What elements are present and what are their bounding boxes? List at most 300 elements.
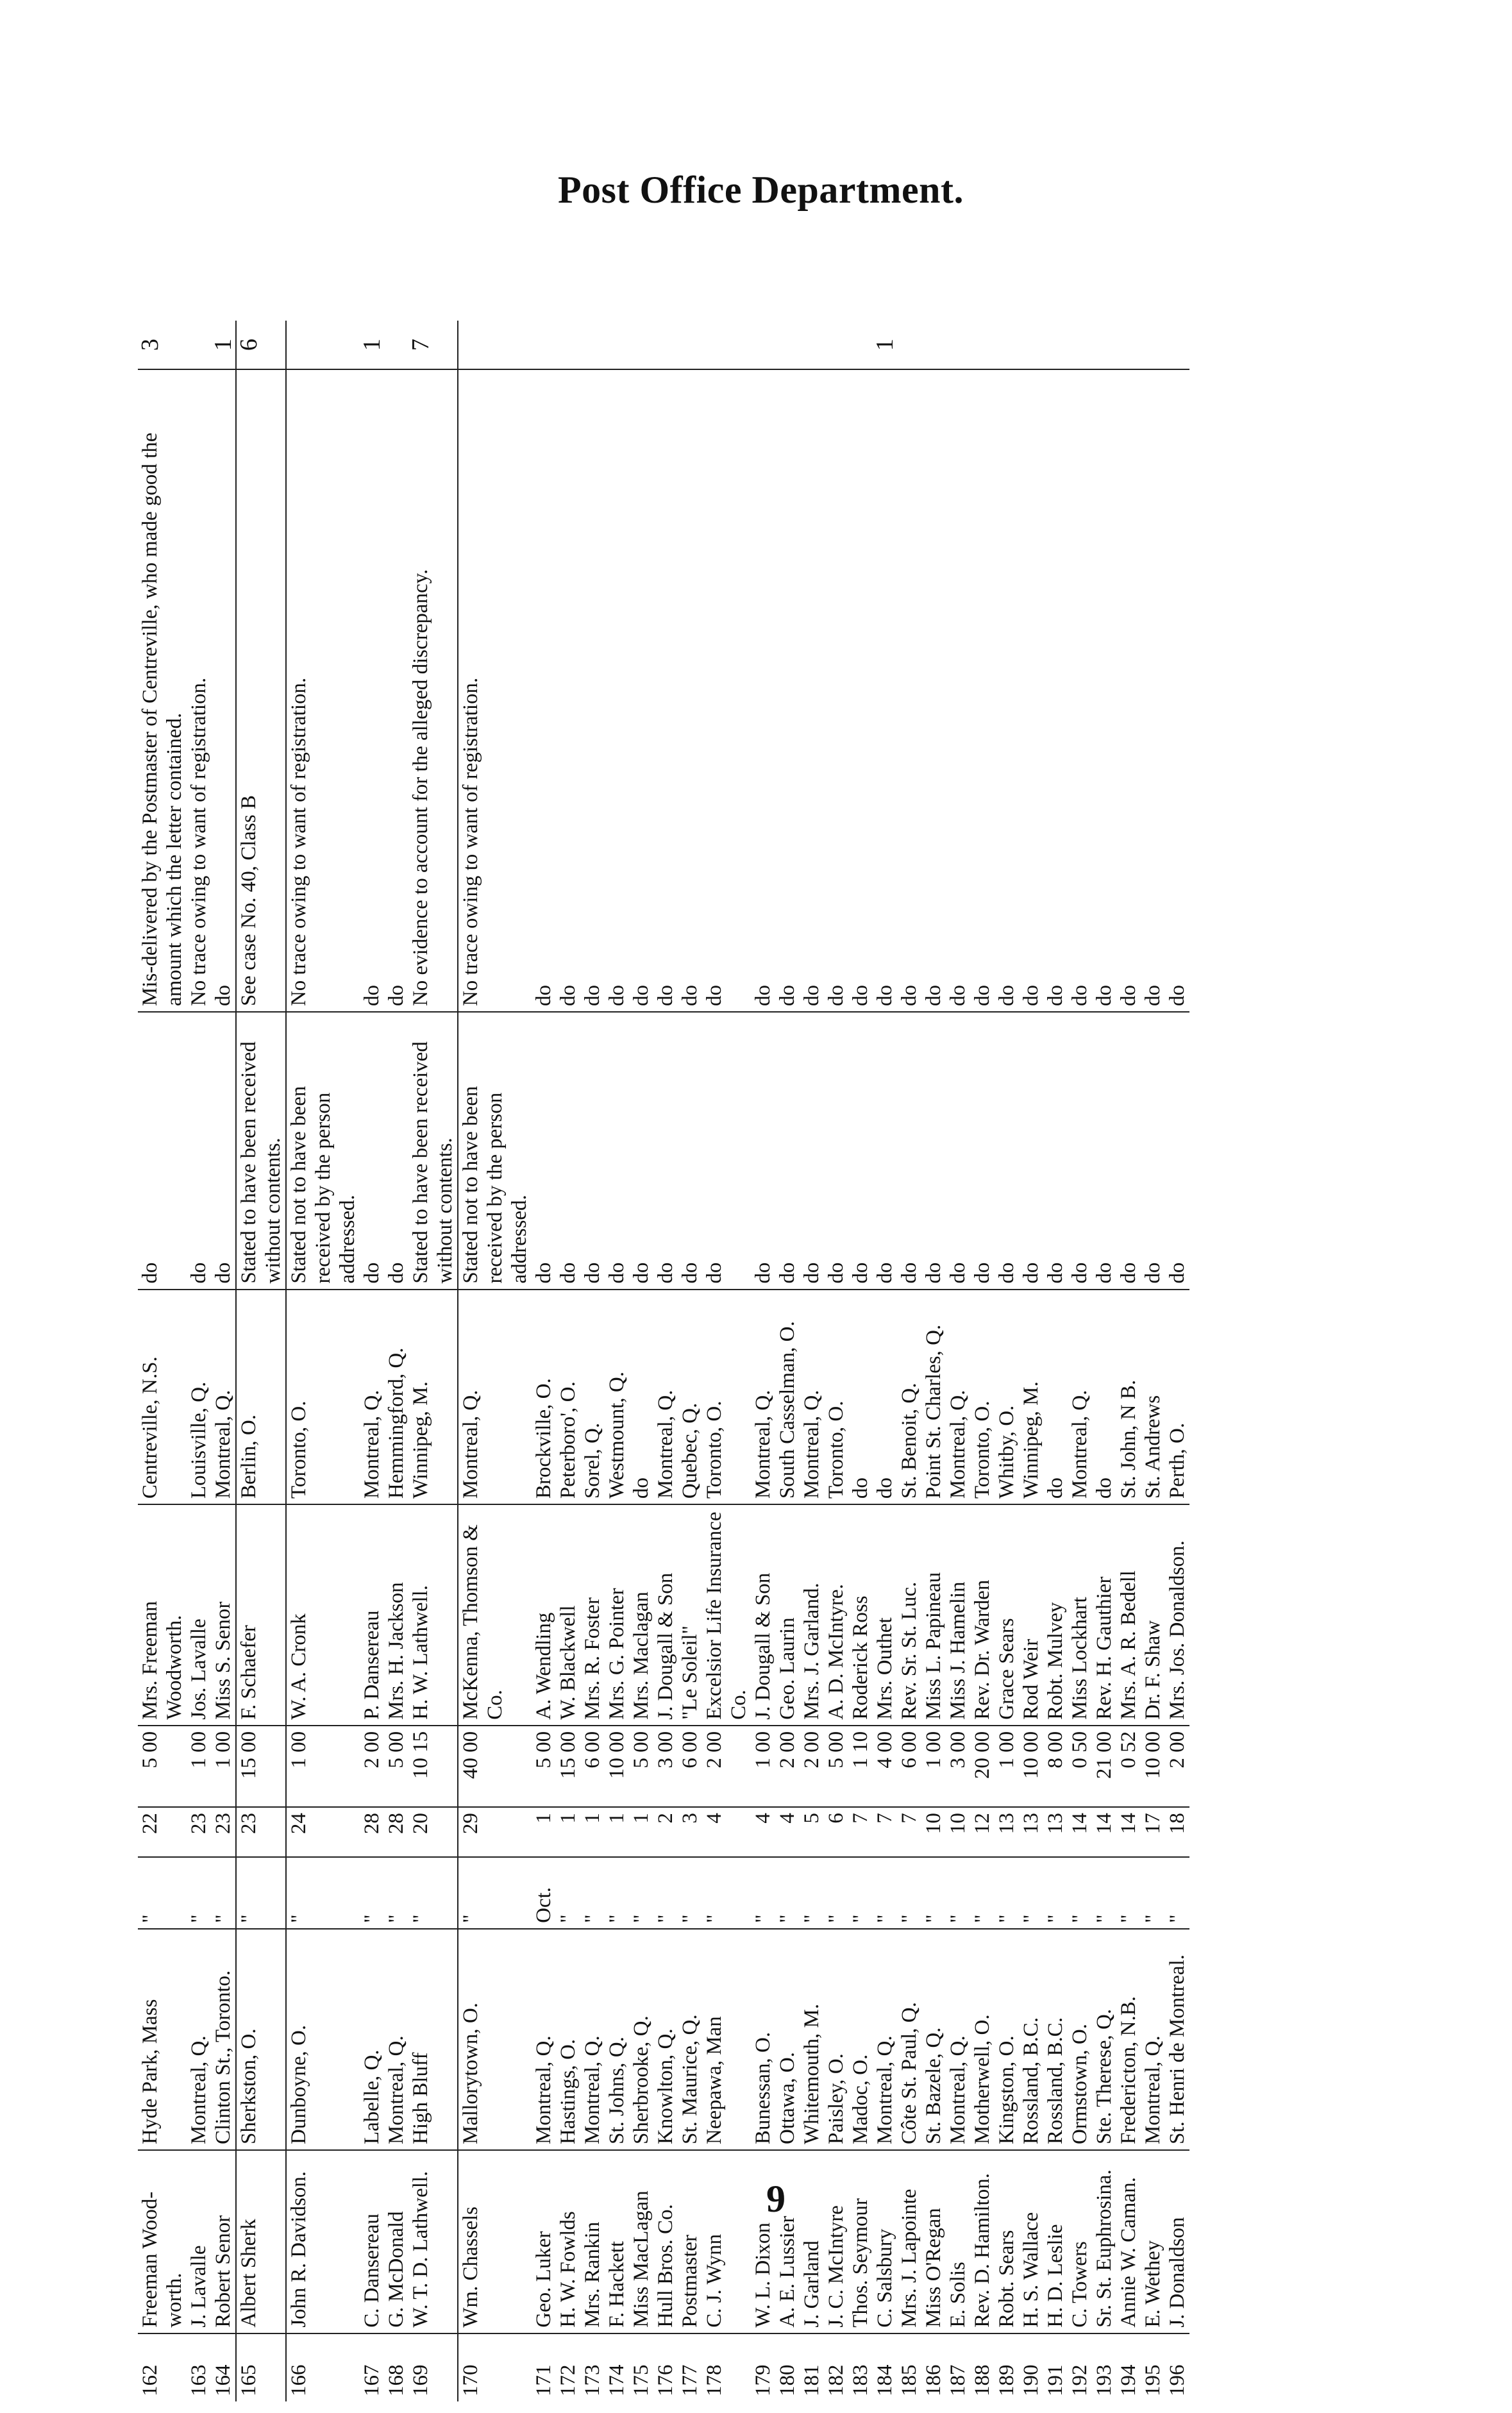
destination-office: Winnipeg, M. bbox=[1019, 1290, 1043, 1505]
addressee-name: Mrs. A. R. Bedell bbox=[1116, 1504, 1141, 1726]
row-number: 193 bbox=[1092, 2333, 1116, 2401]
sender-name: Geo. Luker bbox=[532, 2150, 556, 2333]
addressee-name: Mrs. Jos. Donaldson. bbox=[1165, 1504, 1189, 1726]
remarks: do bbox=[605, 369, 629, 1012]
amount: 4 00 bbox=[873, 1726, 897, 1807]
inquiry-result: do bbox=[187, 1012, 211, 1290]
amount: 2 00 bbox=[775, 1726, 800, 1807]
addressee-name: F. Schaefer bbox=[236, 1504, 286, 1726]
inquiry-result: do bbox=[211, 1012, 236, 1290]
group-total bbox=[187, 321, 211, 369]
inquiry-result: do bbox=[995, 1012, 1019, 1290]
sender-office: Montreal, Q. bbox=[187, 1929, 211, 2150]
sender-name: J. Donaldson bbox=[1165, 2150, 1189, 2333]
sender-name: C. Dansereau bbox=[360, 2150, 384, 2333]
destination-office: Hemmingford, Q. bbox=[384, 1290, 408, 1505]
amount: 10 00 bbox=[1141, 1726, 1165, 1807]
posting-day: 4 bbox=[751, 1807, 775, 1856]
addressee-name: H. W. Lathwell. bbox=[408, 1504, 458, 1726]
sender-office: Montreal, Q. bbox=[1141, 1929, 1165, 2150]
destination-office: Montreal, Q. bbox=[211, 1290, 236, 1505]
row-number: 192 bbox=[1068, 2333, 1092, 2401]
addressee-name: J. Dougall & Son bbox=[653, 1504, 678, 1726]
amount: 1 00 bbox=[286, 1726, 360, 1807]
rotated-ledger bbox=[138, 321, 1414, 2401]
destination-office: Montreal, Q. bbox=[751, 1290, 775, 1505]
addressee-name: Roderick Ross bbox=[848, 1504, 873, 1726]
destination-office: Berlin, O. bbox=[236, 1290, 286, 1505]
addressee-name: Mrs. H. Jackson bbox=[384, 1504, 408, 1726]
remarks: do bbox=[897, 369, 921, 1012]
group-total bbox=[678, 321, 702, 369]
amount: 0 50 bbox=[1068, 1726, 1092, 1807]
table-row bbox=[1092, 321, 1116, 2401]
destination-office: Westmount, Q. bbox=[605, 1290, 629, 1505]
posting-day: 20 bbox=[408, 1807, 458, 1856]
row-number: 195 bbox=[1141, 2333, 1165, 2401]
inquiry-result: do bbox=[1019, 1012, 1043, 1290]
sender-name: Freeman Wood-worth. bbox=[138, 2150, 187, 2333]
sender-office: High Bluff bbox=[408, 1929, 458, 2150]
sender-name: Mrs. J. Lapointe bbox=[897, 2150, 921, 2333]
remarks: do bbox=[1068, 369, 1092, 1012]
posting-month: " bbox=[211, 1857, 236, 1929]
group-total bbox=[800, 321, 824, 369]
table-row bbox=[995, 321, 1019, 2401]
row-number: 190 bbox=[1019, 2333, 1043, 2401]
addressee-name: Mrs. Freeman Woodworth. bbox=[138, 1504, 187, 1726]
sender-office: Ottawa, O. bbox=[775, 1929, 800, 2150]
group-total bbox=[921, 321, 946, 369]
table-row bbox=[678, 321, 702, 2401]
sender-name: W. T. D. Lathwell. bbox=[408, 2150, 458, 2333]
destination-office: Toronto, O. bbox=[824, 1290, 848, 1505]
sender-name: J. C. McIntyre bbox=[824, 2150, 848, 2333]
addressee-name: A. Wendling bbox=[532, 1504, 556, 1726]
group-total bbox=[995, 321, 1019, 369]
posting-month: " bbox=[1068, 1857, 1092, 1929]
destination-office: Montreal, Q. bbox=[360, 1290, 384, 1505]
destination-office: Centreville, N.S. bbox=[138, 1290, 187, 1505]
inquiry-result: Stated to have been received without contents. bbox=[236, 1012, 286, 1290]
posting-day: 28 bbox=[360, 1807, 384, 1856]
sender-name: W. L. Dixon bbox=[751, 2150, 775, 2333]
inquiry-result: do bbox=[921, 1012, 946, 1290]
group-total bbox=[1165, 321, 1189, 369]
sender-name: G. McDonald bbox=[384, 2150, 408, 2333]
amount: 6 00 bbox=[580, 1726, 605, 1807]
row-number: 168 bbox=[384, 2333, 408, 2401]
group-total bbox=[532, 321, 556, 369]
group-total bbox=[1141, 321, 1165, 369]
posting-month: " bbox=[1141, 1857, 1165, 1929]
sender-office: Knowlton, Q. bbox=[653, 1929, 678, 2150]
posting-day: 22 bbox=[138, 1807, 187, 1856]
addressee-name: Miss L. Papineau bbox=[921, 1504, 946, 1726]
inquiry-result: do bbox=[848, 1012, 873, 1290]
posting-day: 2 bbox=[653, 1807, 678, 1856]
group-total bbox=[970, 321, 995, 369]
destination-office: St. Benoit, Q. bbox=[897, 1290, 921, 1505]
amount: 1 00 bbox=[211, 1726, 236, 1807]
destination-office: Sorel, Q. bbox=[580, 1290, 605, 1505]
remarks: do bbox=[1019, 369, 1043, 1012]
posting-month: " bbox=[897, 1857, 921, 1929]
table-row bbox=[1141, 321, 1165, 2401]
inquiry-result: do bbox=[824, 1012, 848, 1290]
posting-day: 23 bbox=[236, 1807, 286, 1856]
posting-month: " bbox=[1019, 1857, 1043, 1929]
destination-office: Perth, O. bbox=[1165, 1290, 1189, 1505]
group-total bbox=[384, 321, 408, 369]
inquiry-result: do bbox=[1165, 1012, 1189, 1290]
destination-office: do bbox=[1043, 1290, 1068, 1505]
sender-name: Sr. St. Euphrosina. bbox=[1092, 2150, 1116, 2333]
remarks: No trace owing to want of registration. bbox=[187, 369, 211, 1012]
remarks: do bbox=[1043, 369, 1068, 1012]
table-row bbox=[702, 321, 751, 2401]
destination-office: Montreal, Q. bbox=[946, 1290, 970, 1505]
addressee-name: Miss Lockhart bbox=[1068, 1504, 1092, 1726]
inquiry-result: Stated to have been received without contents. bbox=[408, 1012, 458, 1290]
posting-day: 24 bbox=[286, 1807, 360, 1856]
table-row bbox=[384, 321, 408, 2401]
sender-office: Hyde Park, Mass bbox=[138, 1929, 187, 2150]
sender-office: Rossland, B.C. bbox=[1043, 1929, 1068, 2150]
group-total: 1 bbox=[871, 339, 898, 351]
destination-office: do bbox=[873, 1290, 897, 1505]
group-total bbox=[1068, 321, 1092, 369]
sender-office: Montreal, Q. bbox=[946, 1929, 970, 2150]
group-total bbox=[1019, 321, 1043, 369]
remarks: do bbox=[532, 369, 556, 1012]
sender-office: Kingston, O. bbox=[995, 1929, 1019, 2150]
inquiry-result: do bbox=[580, 1012, 605, 1290]
posting-day: 7 bbox=[897, 1807, 921, 1856]
posting-day: 1 bbox=[580, 1807, 605, 1856]
sender-office: Whitemouth, M. bbox=[800, 1929, 824, 2150]
table-row bbox=[211, 321, 236, 2401]
posting-day: 1 bbox=[605, 1807, 629, 1856]
amount: 40 00 bbox=[458, 1726, 532, 1807]
addressee-name: Mrs. Maclagan bbox=[629, 1504, 653, 1726]
inquiry-result: do bbox=[360, 1012, 384, 1290]
sender-office: Montreal, Q. bbox=[384, 1929, 408, 2150]
remarks: do bbox=[873, 369, 897, 1012]
table-row bbox=[360, 321, 384, 2401]
group-total bbox=[556, 321, 580, 369]
destination-office: Montreal, Q. bbox=[458, 1290, 532, 1505]
sender-office: Motherwell, O. bbox=[970, 1929, 995, 2150]
table-row bbox=[751, 321, 775, 2401]
amount: 21 00 bbox=[1092, 1726, 1116, 1807]
sender-office: St. Henri de Montreal. bbox=[1165, 1929, 1189, 2150]
sender-name: Mrs. Rankin bbox=[580, 2150, 605, 2333]
inquiry-result: do bbox=[556, 1012, 580, 1290]
inquiry-result: do bbox=[897, 1012, 921, 1290]
addressee-name: "Le Soleil" bbox=[678, 1504, 702, 1726]
table-row bbox=[946, 321, 970, 2401]
remarks: do bbox=[751, 369, 775, 1012]
destination-office: Winnipeg, M. bbox=[408, 1290, 458, 1505]
amount: 8 00 bbox=[1043, 1726, 1068, 1807]
group-total bbox=[775, 321, 800, 369]
remarks: do bbox=[1165, 369, 1189, 1012]
row-number: 171 bbox=[532, 2333, 556, 2401]
amount: 5 00 bbox=[532, 1726, 556, 1807]
row-number: 180 bbox=[775, 2333, 800, 2401]
table-row bbox=[286, 321, 360, 2401]
row-number: 179 bbox=[751, 2333, 775, 2401]
group-total: 1 bbox=[358, 339, 385, 351]
table-row bbox=[629, 321, 653, 2401]
sender-name: Robt. Sears bbox=[995, 2150, 1019, 2333]
remarks: do bbox=[556, 369, 580, 1012]
posting-month: " bbox=[556, 1857, 580, 1929]
group-total bbox=[946, 321, 970, 369]
posting-day: 13 bbox=[995, 1807, 1019, 1856]
destination-office: Peterboro', O. bbox=[556, 1290, 580, 1505]
destination-office: Montreal, Q. bbox=[1068, 1290, 1092, 1505]
row-number: 167 bbox=[360, 2333, 384, 2401]
addressee-name: J. Dougall & Son bbox=[751, 1504, 775, 1726]
sender-office: Clinton St., Toronto. bbox=[211, 1929, 236, 2150]
row-number: 183 bbox=[848, 2333, 873, 2401]
addressee-name: Grace Sears bbox=[995, 1504, 1019, 1726]
remarks: Mis-delivered by the Postmaster of Centreville, who made good the amount which the letter contained. bbox=[138, 369, 187, 1012]
page-title: Post Office Department. bbox=[558, 169, 964, 211]
row-number: 164 bbox=[211, 2333, 236, 2401]
sender-name: J. Lavalle bbox=[187, 2150, 211, 2333]
group-total bbox=[848, 321, 873, 369]
remarks: do bbox=[800, 369, 824, 1012]
addressee-name: Excelsior Life Insurance Co. bbox=[702, 1504, 751, 1726]
table-row bbox=[921, 321, 946, 2401]
posting-day: 13 bbox=[1019, 1807, 1043, 1856]
remarks: do bbox=[211, 369, 236, 1012]
destination-office: Montreal, Q. bbox=[800, 1290, 824, 1505]
group-total bbox=[1116, 321, 1141, 369]
addressee-name: McKenna, Thomson & Co. bbox=[458, 1504, 532, 1726]
posting-day: 10 bbox=[946, 1807, 970, 1856]
sender-office: St. Maurice, Q. bbox=[678, 1929, 702, 2150]
sender-office: Montreal, Q. bbox=[873, 1929, 897, 2150]
posting-month: " bbox=[580, 1857, 605, 1929]
amount: 2 00 bbox=[800, 1726, 824, 1807]
table-row bbox=[580, 321, 605, 2401]
posting-day: 14 bbox=[1068, 1807, 1092, 1856]
addressee-name: Mrs. Outhet bbox=[873, 1504, 897, 1726]
addressee-name: Mrs. G. Pointer bbox=[605, 1504, 629, 1726]
amount: 15 00 bbox=[556, 1726, 580, 1807]
posting-month: " bbox=[138, 1857, 187, 1929]
posting-month: " bbox=[1043, 1857, 1068, 1929]
posting-day: 23 bbox=[211, 1807, 236, 1856]
remarks: do bbox=[702, 369, 751, 1012]
addressee-name: Miss J. Hamelin bbox=[946, 1504, 970, 1726]
destination-office: St. Andrews bbox=[1141, 1290, 1165, 1505]
row-number: 184 bbox=[873, 2333, 897, 2401]
posting-day: 7 bbox=[848, 1807, 873, 1856]
row-number: 162 bbox=[138, 2333, 187, 2401]
inquiry-result: do bbox=[1116, 1012, 1141, 1290]
amount: 10 00 bbox=[605, 1726, 629, 1807]
inquiry-result: do bbox=[800, 1012, 824, 1290]
sender-office: Rossland, B.C. bbox=[1019, 1929, 1043, 2150]
group-total bbox=[458, 321, 532, 369]
addressee-name: W. A. Cronk bbox=[286, 1504, 360, 1726]
sender-name: H. D. Leslie bbox=[1043, 2150, 1068, 2333]
amount: 20 00 bbox=[970, 1726, 995, 1807]
group-total bbox=[897, 321, 921, 369]
row-number: 176 bbox=[653, 2333, 678, 2401]
row-number: 189 bbox=[995, 2333, 1019, 2401]
destination-office: Brockville, O. bbox=[532, 1290, 556, 1505]
posting-day: 6 bbox=[824, 1807, 848, 1856]
remarks: do bbox=[384, 369, 408, 1012]
group-total bbox=[605, 321, 629, 369]
remarks: do bbox=[1092, 369, 1116, 1012]
amount: 1 00 bbox=[187, 1726, 211, 1807]
row-number: 163 bbox=[187, 2333, 211, 2401]
posting-month: " bbox=[995, 1857, 1019, 1929]
remarks: No trace owing to want of registration. bbox=[458, 369, 532, 1012]
sender-name: Postmaster bbox=[678, 2150, 702, 2333]
posting-month: " bbox=[970, 1857, 995, 1929]
sender-office: Montreal, Q. bbox=[532, 1929, 556, 2150]
posting-month: " bbox=[751, 1857, 775, 1929]
remarks: do bbox=[1116, 369, 1141, 1012]
addressee-name: Mrs. J. Garland. bbox=[800, 1504, 824, 1726]
destination-office: Toronto, O. bbox=[286, 1290, 360, 1505]
posting-month: " bbox=[187, 1857, 211, 1929]
row-number: 185 bbox=[897, 2333, 921, 2401]
table-row bbox=[1068, 321, 1092, 2401]
remarks: do bbox=[775, 369, 800, 1012]
table-row bbox=[138, 321, 187, 2401]
sender-name: E. Wethey bbox=[1141, 2150, 1165, 2333]
amount: 10 15 bbox=[408, 1726, 458, 1807]
addressee-name: P. Dansereau bbox=[360, 1504, 384, 1726]
row-number: 181 bbox=[800, 2333, 824, 2401]
amount: 1 00 bbox=[751, 1726, 775, 1807]
sender-office: Neepawa, Man bbox=[702, 1929, 751, 2150]
group-total bbox=[1092, 321, 1116, 369]
remarks: do bbox=[946, 369, 970, 1012]
posting-day: 29 bbox=[458, 1807, 532, 1856]
posting-day: 4 bbox=[775, 1807, 800, 1856]
row-number: 178 bbox=[702, 2333, 751, 2401]
destination-office: Montreal, Q. bbox=[653, 1290, 678, 1505]
sender-office: Ormstown, O. bbox=[1068, 1929, 1092, 2150]
inquiry-result: do bbox=[1043, 1012, 1068, 1290]
posting-day: 1 bbox=[556, 1807, 580, 1856]
table-row bbox=[800, 321, 824, 2401]
posting-day: 18 bbox=[1165, 1807, 1189, 1856]
posting-month: " bbox=[1092, 1857, 1116, 1929]
amount: 1 10 bbox=[848, 1726, 873, 1807]
inquiry-result: do bbox=[946, 1012, 970, 1290]
posting-day: 10 bbox=[921, 1807, 946, 1856]
addressee-name: W. Blackwell bbox=[556, 1504, 580, 1726]
ledger-body bbox=[138, 321, 1189, 2401]
posting-day: 14 bbox=[1092, 1807, 1116, 1856]
sender-name: E. Solis bbox=[946, 2150, 970, 2333]
remarks: do bbox=[629, 369, 653, 1012]
row-number: 173 bbox=[580, 2333, 605, 2401]
table-row bbox=[873, 321, 897, 2401]
remarks: do bbox=[580, 369, 605, 1012]
inquiry-result: do bbox=[751, 1012, 775, 1290]
sender-name: Miss MacLagan bbox=[629, 2150, 653, 2333]
posting-day: 12 bbox=[970, 1807, 995, 1856]
remarks: do bbox=[848, 369, 873, 1012]
group-total: 6 bbox=[236, 321, 286, 369]
posting-month: " bbox=[946, 1857, 970, 1929]
posting-day: 28 bbox=[384, 1807, 408, 1856]
amount: 2 00 bbox=[360, 1726, 384, 1807]
sender-office: Dunboyne, O. bbox=[286, 1929, 360, 2150]
posting-day: 1 bbox=[629, 1807, 653, 1856]
group-total bbox=[629, 321, 653, 369]
row-number: 188 bbox=[970, 2333, 995, 2401]
inquiry-result: do bbox=[1141, 1012, 1165, 1290]
sender-office: St. Johns, Q. bbox=[605, 1929, 629, 2150]
remarks: No trace owing to want of registration. bbox=[286, 369, 360, 1012]
group-total bbox=[580, 321, 605, 369]
sender-name: Rev. D. Hamilton. bbox=[970, 2150, 995, 2333]
sender-office: Côte St. Paul, Q. bbox=[897, 1929, 921, 2150]
inquiry-result: do bbox=[1068, 1012, 1092, 1290]
table-row bbox=[605, 321, 629, 2401]
posting-day: 14 bbox=[1116, 1807, 1141, 1856]
amount: 0 52 bbox=[1116, 1726, 1141, 1807]
row-number: 175 bbox=[629, 2333, 653, 2401]
posting-month: " bbox=[458, 1857, 532, 1929]
destination-office: Toronto, O. bbox=[970, 1290, 995, 1505]
group-total: 7 bbox=[407, 339, 434, 351]
posting-month: " bbox=[605, 1857, 629, 1929]
table-row bbox=[532, 321, 556, 2401]
remarks: See case No. 40, Class B bbox=[236, 369, 286, 1012]
sender-office: Fredericton, N.B. bbox=[1116, 1929, 1141, 2150]
amount: 5 00 bbox=[138, 1726, 187, 1807]
posting-day: 5 bbox=[800, 1807, 824, 1856]
sender-name: F. Hackett bbox=[605, 2150, 629, 2333]
posting-day: 17 bbox=[1141, 1807, 1165, 1856]
inquiry-result: do bbox=[629, 1012, 653, 1290]
amount: 6 00 bbox=[678, 1726, 702, 1807]
inquiry-result: do bbox=[605, 1012, 629, 1290]
remarks: do bbox=[678, 369, 702, 1012]
table-row bbox=[236, 321, 286, 2401]
row-number: 170 bbox=[458, 2333, 532, 2401]
amount: 15 00 bbox=[236, 1726, 286, 1807]
posting-month: Oct. bbox=[532, 1857, 556, 1929]
posting-day: 13 bbox=[1043, 1807, 1068, 1856]
sender-office: Paisley, O. bbox=[824, 1929, 848, 2150]
group-total bbox=[824, 321, 848, 369]
sender-name: H. W. Fowlds bbox=[556, 2150, 580, 2333]
posting-month: " bbox=[629, 1857, 653, 1929]
table-row bbox=[408, 321, 458, 2401]
posting-month: " bbox=[384, 1857, 408, 1929]
addressee-name: Rod Weir bbox=[1019, 1504, 1043, 1726]
row-number: 177 bbox=[678, 2333, 702, 2401]
amount: 1 00 bbox=[995, 1726, 1019, 1807]
table-row bbox=[1165, 321, 1189, 2401]
sender-name: A. E. Lussier bbox=[775, 2150, 800, 2333]
